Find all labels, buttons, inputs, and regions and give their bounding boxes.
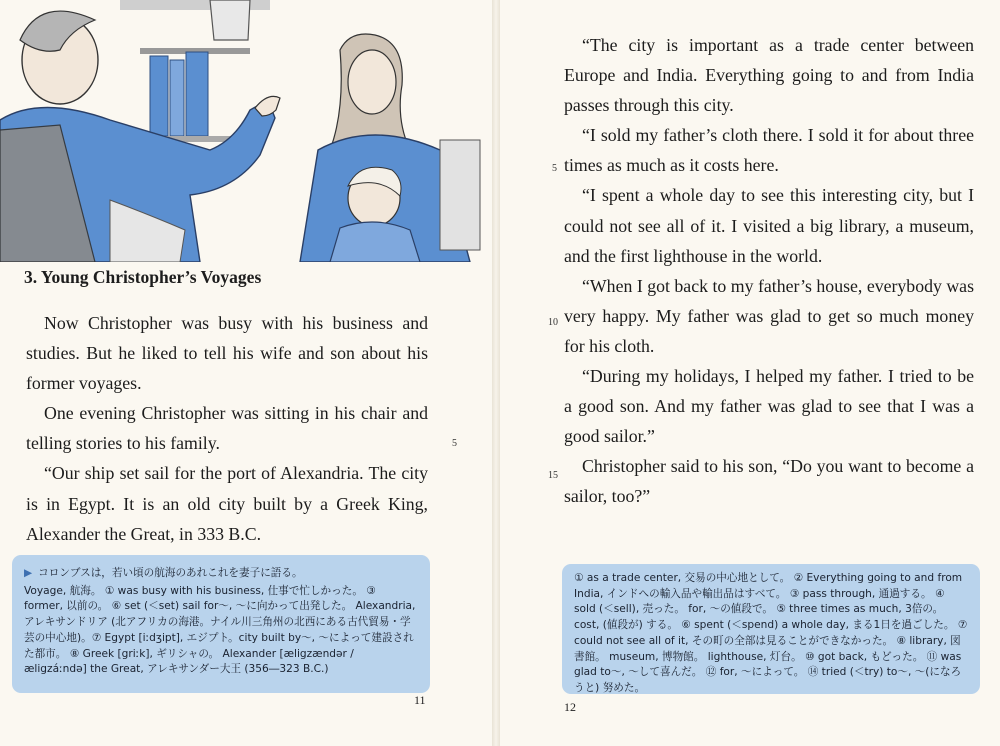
line-number: 5 [452, 438, 457, 449]
paragraph: “When I got back to my father’s house, everybody was very happy. My father was glad to get so much money for his cloth. [564, 275, 974, 356]
paragraph: “Our ship set sail for the port of Alexandria. The city is in Egypt. It is an old city built by a Greek King, Alexander the Great, in 333 B.C. [26, 463, 428, 544]
vocabulary-notes [12, 555, 430, 693]
paragraph: “I spent a whole day to see this interesting city, but I could not see all of it. I visited a big library, a museum, and the first lighthouse in the world. [564, 185, 974, 266]
right-page [500, 0, 1000, 746]
paragraph: One evening Christopher was sitting in his chair and telling stories to his family. [26, 403, 428, 454]
paragraph: Now Christopher was busy with his business and studies. But he liked to tell his wife and son about his former voyages. [26, 313, 428, 394]
line-number: 15 [548, 470, 558, 481]
page-number: 11 [414, 693, 426, 707]
notes-text: ① as a trade center, 交易の中心地として。 ② Everything going to and from India, インドへの輸入品や輸出品はすべて。 ③ pass through, 通過する。 ④ sold (＜sell), 売った。 for, ～の値段で。 ⑤ three times as much, 3倍の。 cost, (値段が) する。 ⑥ spent (＜spend) a whole day, まる1日を過ごした。 ⑦ could not see all of it, その町の全部は見ることができなかった。 ⑧ library, 図書館。 museum, 博物館。 lighthouse, 灯台。 ⑩ got back, もどった。 ⑪ was glad to～, ～して喜んだ。 ⑫ for, ～によって。 ⑭ tried (＜try) to～, ～(になろうと) 努めた。 [574, 572, 968, 694]
story-illustration [0, 0, 492, 262]
vocabulary-notes [562, 564, 980, 694]
page-number: 12 [564, 700, 576, 714]
paragraph: “I sold my father’s cloth there. I sold it for about three times as much as it costs here. [564, 125, 974, 176]
line-number: 5 [552, 163, 557, 174]
paragraph: Christopher said to his son, “Do you want to become a sailor, too?” [564, 456, 974, 507]
paragraph: “During my holidays, I helped my father. I tried to be a good son. And my father was glad to see that I was a good sailor.” [564, 366, 974, 447]
triangle-icon: ▶ [24, 567, 33, 579]
paragraph: “The city is important as a trade center between Europe and India. Everything going to and from India passes through this city. [564, 35, 974, 116]
left-page [0, 0, 492, 746]
line-number: 10 [548, 317, 558, 328]
right-page-body [564, 30, 974, 512]
notes-heading: ▶ コロンブスは，若い頃の航海のあれこれを妻子に語る。 [24, 567, 303, 579]
left-page-body [26, 308, 428, 549]
chapter-title: 3. Young Christopher’s Voyages [24, 267, 262, 287]
notes-text: Voyage, 航海。 ① was busy with his business, 仕事で忙しかった。 ③ former, 以前の。 ⑥ set (＜set) sail for～, ～に向かって出発した。 Alexandria, アレキサンドリア (北アフリカの海港。ナイル川三角州の北西にある古代貿易・学芸の中心地)。⑦ Egypt [iːdʒipt], エジプト。city built by～, ～によって建設された都市。 ⑧ Greek [griːk], ギリシャの。 Alexander [æligzændər / æligzáːndə] the Great, アレキサンダー大王 (356―323 B.C.) [24, 584, 416, 676]
book-gutter [492, 0, 500, 746]
